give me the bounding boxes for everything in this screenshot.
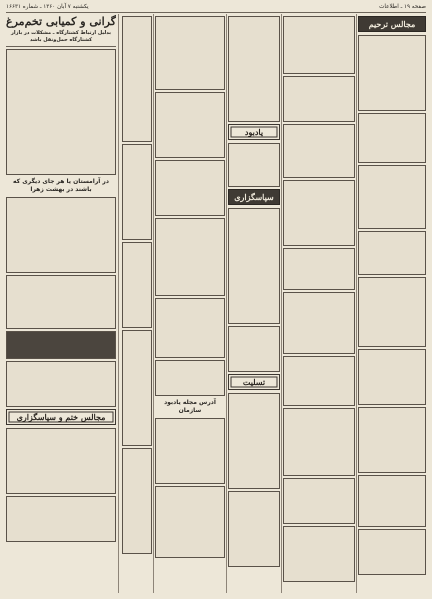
section-sepasgozari-header: سپاسگزاری xyxy=(228,189,280,205)
column-rule xyxy=(153,14,154,593)
column-rule xyxy=(118,14,119,593)
column-rule xyxy=(226,14,227,593)
main-headline: گرانی و کمیابی تخم‌مرغ xyxy=(6,15,116,28)
section-yadbud-header: یادبود xyxy=(228,124,280,140)
section-tarhim-header: مجالس ترحیم xyxy=(358,16,426,32)
page-label: صفحه ۱۹ ـ اطلاعات xyxy=(379,4,426,10)
boxed-notice: آدرس مجله یادبود سازمان xyxy=(164,399,216,414)
column-obituaries xyxy=(358,14,426,593)
column-main xyxy=(155,14,225,593)
column-rule xyxy=(281,14,282,593)
column-notices xyxy=(283,14,355,593)
side-notice: در آرامستان یا هر جای دیگری که باشند در بهشت زهرا xyxy=(13,178,109,193)
main-subheadline: بدلیل ارتباط کشتارگاه ـ مشکلات در بازار کشتارگاه حمل‌ونقل باشد xyxy=(11,30,111,43)
section-taslit-header: تسلیت xyxy=(228,374,280,390)
obituary-text xyxy=(358,35,426,575)
column-left xyxy=(6,14,116,593)
column-sections xyxy=(228,14,280,593)
page-header xyxy=(6,3,426,13)
section-khatm-header: مجالس ختم و سپاسگزاری xyxy=(6,409,116,425)
date-line: یکشنبه ۷ آبان ۱۳۶۰ ـ شماره ۱۶۶۳۱ xyxy=(6,4,89,10)
column-rule xyxy=(356,14,357,593)
column-narrow xyxy=(122,14,152,593)
